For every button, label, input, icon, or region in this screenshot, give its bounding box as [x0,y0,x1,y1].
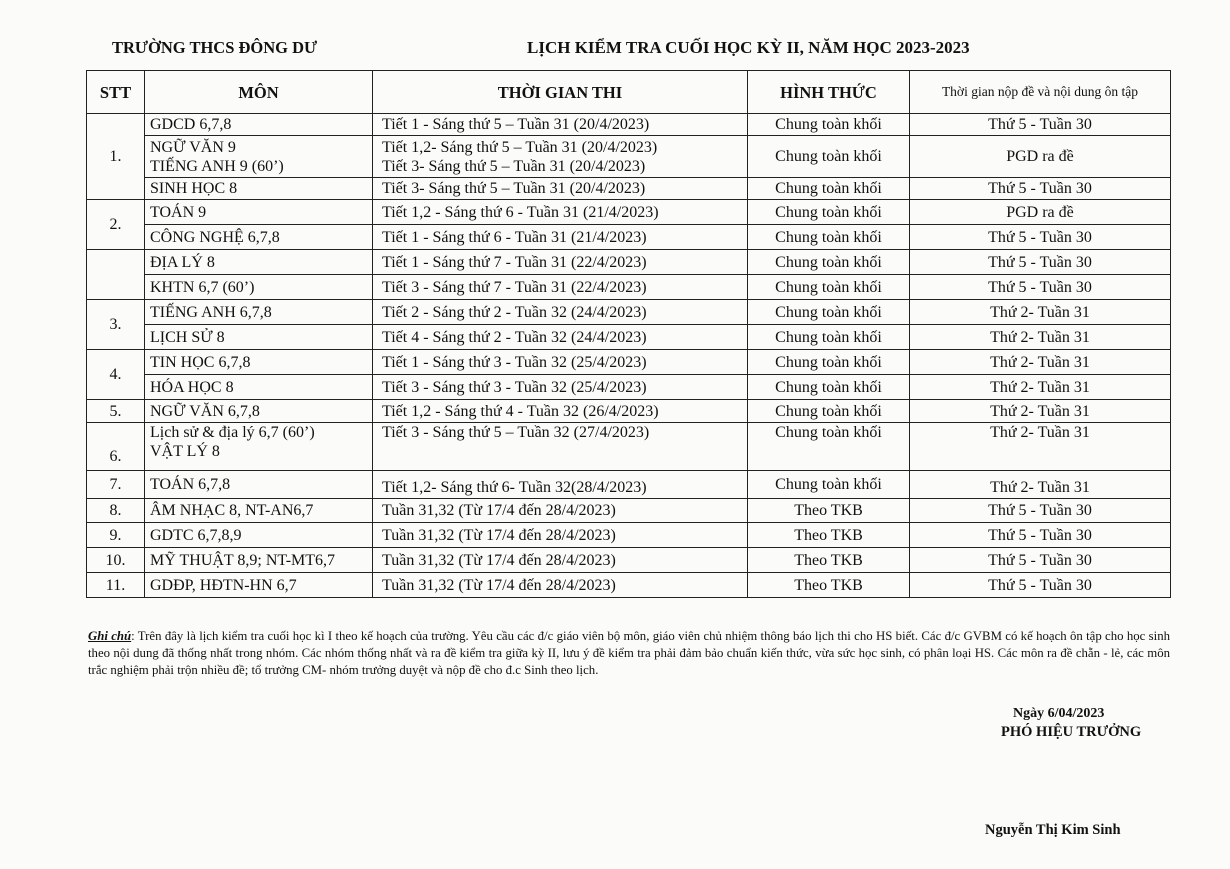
row-exam-time: Tiết 1 - Sáng thứ 3 - Tuần 32 (25/4/2023) [373,350,748,375]
row-subject-line: VẬT LÝ 8 [150,443,220,460]
row-subject: MỸ THUẬT 8,9; NT-MT6,7 [145,548,373,573]
row-stt: 6. [87,423,145,471]
row-submission: Thứ 5 - Tuần 30 [910,114,1171,136]
row-format: Chung toàn khối [748,471,910,499]
col-header-stt: STT [87,71,145,114]
row-exam-time: Tiết 1 - Sáng thứ 6 - Tuần 31 (21/4/2023) [373,225,748,250]
row-exam-time: Tiết 1 - Sáng thứ 5 – Tuần 31 (20/4/2023) [373,114,748,136]
row-format: Chung toàn khối [748,325,910,350]
row-submission: Thứ 2- Tuần 31 [910,325,1171,350]
row-format: Chung toàn khối [748,114,910,136]
row-exam-time: Tiết 1,2 - Sáng thứ 6 - Tuần 31 (21/4/2023) [373,200,748,225]
footnote [88,628,1170,679]
signature-name: Nguyễn Thị Kim Sinh [985,822,1121,838]
row-subject: TIN HỌC 6,7,8 [145,350,373,375]
table-row [87,325,1171,350]
row-subject-line: NGỮ VĂN 9 [150,138,236,156]
row-exam-time: Tiết 1 - Sáng thứ 7 - Tuần 31 (22/4/2023) [373,250,748,275]
row-submission: Thứ 5 - Tuần 30 [910,499,1171,523]
row-subject: HÓA HỌC 8 [145,375,373,400]
row-subject: GDĐP, HĐTN-HN 6,7 [145,573,373,598]
table-row [87,350,1171,375]
row-format: Theo TKB [748,523,910,548]
row-format: Chung toàn khối [748,400,910,423]
row-exam-time [373,136,748,178]
row-stt: 5. [87,400,145,423]
row-submission: Thứ 2- Tuần 31 [910,400,1171,423]
row-submission: Thứ 2- Tuần 31 [910,350,1171,375]
table-row [87,178,1171,200]
row-subject: GDTC 6,7,8,9 [145,523,373,548]
row-submission: Thứ 2- Tuần 31 [910,471,1171,499]
row-submission: Thứ 5 - Tuần 30 [910,523,1171,548]
row-submission: PGD ra đề [910,200,1171,225]
school-name: TRƯỜNG THCS ĐÔNG DƯ [112,38,318,57]
table-row [87,200,1171,225]
footnote-text: : Trên đây là lịch kiểm tra cuối học kì I theo kế hoạch của trường. Yêu cầu các đ/c giáo viên bộ môn, giáo viên chủ nhiệm thông báo lịch thi cho HS biết. Các đ/c GVBM có kế hoạch ôn tập cho học sinh theo nội dung đã thống nhất trong nhóm. Các nhóm thống nhất và ra đề kiểm tra giữa kỳ II, lưu ý đề kiểm tra phải đảm bảo chuẩn kiến thức, vừa sức học sinh, có phân loại HS. Các môn ra đề chẵn - lẻ, các môn trắc nghiệm phải trộn nhiều đề; tổ trưởng CM- nhóm trưởng duyệt và nộp đề cho đ.c Sinh theo lịch. [88,629,1170,677]
table-row [87,423,1171,471]
col-header-format: HÌNH THỨC [748,71,910,114]
row-submission: Thứ 5 - Tuần 30 [910,275,1171,300]
row-format: Chung toàn khối [748,178,910,200]
exam-schedule-table [86,70,1171,598]
table-row [87,114,1171,136]
table-row [87,300,1171,325]
table-row [87,375,1171,400]
col-header-time: THỜI GIAN THI [373,71,748,114]
row-exam-time-line: Tiết 1,2- Sáng thứ 5 – Tuần 31 (20/4/2023) [382,138,658,156]
row-subject: LỊCH SỬ 8 [145,325,373,350]
row-exam-time: Tiết 3 - Sáng thứ 3 - Tuần 32 (25/4/2023) [373,375,748,400]
row-stt: 4. [87,350,145,400]
row-subject: TOÁN 6,7,8 [145,471,373,499]
row-exam-time: Tiết 1,2- Sáng thứ 6- Tuần 32(28/4/2023) [373,471,748,499]
row-subject-line: Lịch sử & địa lý 6,7 (60’) [150,424,315,441]
signature-date: Ngày 6/04/2023 [1013,706,1105,721]
row-subject: CÔNG NGHỆ 6,7,8 [145,225,373,250]
row-format: Chung toàn khối [748,275,910,300]
row-stt: 7. [87,471,145,499]
row-submission: Thứ 5 - Tuần 30 [910,573,1171,598]
row-format: Theo TKB [748,499,910,523]
table-row [87,275,1171,300]
row-stt: 11. [87,573,145,598]
row-format: Theo TKB [748,548,910,573]
table-row [87,225,1171,250]
row-subject [145,136,373,178]
footnote-label: Ghi chú [88,629,132,643]
row-format: Chung toàn khối [748,350,910,375]
row-exam-time: Tiết 1,2 - Sáng thứ 4 - Tuần 32 (26/4/2023) [373,400,748,423]
row-exam-time: Tuần 31,32 (Từ 17/4 đến 28/4/2023) [373,548,748,573]
row-submission: Thứ 2- Tuần 31 [910,300,1171,325]
row-submission: Thứ 5 - Tuần 30 [910,548,1171,573]
table-row [87,136,1171,178]
row-exam-time-line: Tiết 3- Sáng thứ 5 – Tuần 31 (20/4/2023) [382,157,646,175]
row-exam-time: Tiết 3 - Sáng thứ 7 - Tuần 31 (22/4/2023) [373,275,748,300]
row-subject: SINH HỌC 8 [145,178,373,200]
row-format: Chung toàn khối [748,423,910,471]
row-format: Chung toàn khối [748,250,910,275]
row-stt: 9. [87,523,145,548]
row-submission: Thứ 5 - Tuần 30 [910,225,1171,250]
table-row [87,250,1171,275]
table-row [87,573,1171,598]
row-subject: KHTN 6,7 (60’) [145,275,373,300]
col-header-submission: Thời gian nộp đề và nội dung ôn tập [910,71,1171,114]
table-row [87,523,1171,548]
row-submission: PGD ra đề [910,136,1171,178]
col-header-mon: MÔN [145,71,373,114]
row-subject: ĐỊA LÝ 8 [145,250,373,275]
row-submission: Thứ 5 - Tuần 30 [910,250,1171,275]
row-subject: NGỮ VĂN 6,7,8 [145,400,373,423]
row-subject: ÂM NHẠC 8, NT-AN6,7 [145,499,373,523]
row-stt: 3. [87,300,145,350]
table-row [87,400,1171,423]
row-format: Chung toàn khối [748,225,910,250]
row-subject-line: TIẾNG ANH 9 (60’) [150,157,284,175]
row-format: Chung toàn khối [748,375,910,400]
row-format: Chung toàn khối [748,300,910,325]
row-exam-time: Tiết 4 - Sáng thứ 2 - Tuần 32 (24/4/2023) [373,325,748,350]
row-exam-time: Tuần 31,32 (Từ 17/4 đến 28/4/2023) [373,523,748,548]
row-submission: Thứ 2- Tuần 31 [910,375,1171,400]
document-title: LỊCH KIỂM TRA CUỐI HỌC KỲ II, NĂM HỌC 2023-2023 [527,38,970,57]
row-format: Theo TKB [748,573,910,598]
row-stt: 2. [87,200,145,250]
row-stt: 8. [87,499,145,523]
row-submission: Thứ 5 - Tuần 30 [910,178,1171,200]
row-stt: 1. [87,114,145,200]
table-row [87,499,1171,523]
row-stt-empty [87,250,145,300]
row-format: Chung toàn khối [748,200,910,225]
row-exam-time: Tuần 31,32 (Từ 17/4 đến 28/4/2023) [373,573,748,598]
table-header-row [87,71,1171,114]
row-subject: TIẾNG ANH 6,7,8 [145,300,373,325]
row-subject: GDCD 6,7,8 [145,114,373,136]
row-exam-time: Tiết 3 - Sáng thứ 5 – Tuần 32 (27/4/2023) [373,423,748,471]
row-exam-time: Tiết 2 - Sáng thứ 2 - Tuần 32 (24/4/2023) [373,300,748,325]
row-exam-time: Tiết 3- Sáng thứ 5 – Tuần 31 (20/4/2023) [373,178,748,200]
row-subject: TOÁN 9 [145,200,373,225]
table-row [87,471,1171,499]
row-stt: 10. [87,548,145,573]
table-row [87,548,1171,573]
row-submission: Thứ 2- Tuần 31 [910,423,1171,471]
signature-role: PHÓ HIỆU TRƯỞNG [1001,724,1142,740]
row-format: Chung toàn khối [748,136,910,178]
row-exam-time: Tuần 31,32 (Từ 17/4 đến 28/4/2023) [373,499,748,523]
row-subject [145,423,373,471]
